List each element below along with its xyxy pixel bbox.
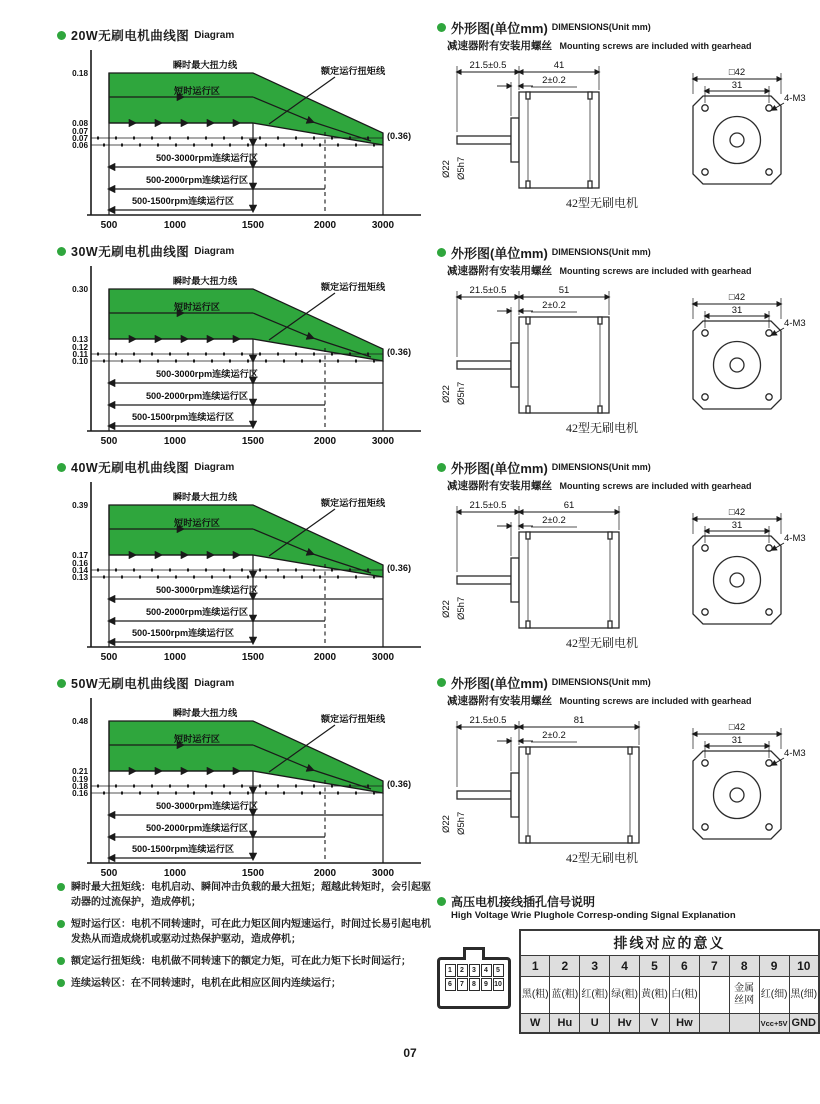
zone-2000-label: 500-2000rpm连续运行区 [145,823,249,833]
wiring-cell-color: 黑(粗) [520,977,550,1014]
zone-1500-label: 500-1500rpm连续运行区 [131,844,235,854]
y-tick-2: 0.17 [72,551,88,560]
dimension-drawing [437,56,820,190]
wiring-cell-pin: 5 [640,956,670,977]
bullet-icon [57,979,65,987]
screw-hole [766,609,772,615]
chart-annotation: (0.36) [387,779,412,789]
bullet-icon [437,463,446,472]
chart-title-cn: 20W无刷电机曲线图 [71,29,190,43]
y-tick-4: 0.18 [72,782,88,791]
screw-spec-label: 4-M3 [784,318,806,329]
dimension-header [437,458,820,476]
motor-shaft [457,791,511,799]
screw-hole [702,824,708,830]
hole-pitch-label: 31 [731,80,743,91]
square-size-label: □42 [728,722,746,733]
shaft-circle [730,573,744,587]
motor-boss [511,558,519,602]
zone-1500-label: 500-1500rpm连续运行区 [131,196,235,206]
zone-2000-label: 500-2000rpm连续运行区 [145,175,249,185]
wiring-table-title-row [520,930,819,956]
connector-pin: 4 [481,964,492,977]
max-torque-label: 瞬时最大扭力线 [172,276,238,286]
dimension-drawing [437,711,820,845]
chart-annotation: (0.36) [387,347,412,357]
wiring-cell-color: 黄(粗) [640,977,670,1014]
dimension-section [437,458,820,673]
y-tick-3: 0.07 [72,127,88,136]
screw-hole [702,105,708,111]
dimension-sub-en: Mounting screws are included with gearhead [559,481,752,491]
dimension-sub-en: Mounting screws are included with gearhead [559,41,752,51]
x-tick-3000: 3000 [371,220,395,231]
dimension-header-en: DIMENSIONS(Unit mm) [551,677,651,687]
connector-plug-icon [437,957,511,1009]
square-size-label: □42 [728,67,746,78]
chart-title [57,242,435,260]
body-tab [526,621,530,628]
rated-torque-label: 额定运行扭矩线 [320,714,386,724]
bullet-icon [57,31,66,40]
x-tick-3000: 3000 [371,652,395,663]
body-tab [608,621,612,628]
dimension-header-cn: 外形图(单位mm) [451,245,548,261]
screw-hole [766,394,772,400]
x-tick-500: 500 [100,652,118,663]
short-zone-label: 短时运行区 [174,302,220,312]
hole-pitch-label: 31 [731,735,743,746]
y-tick-4: 0.14 [72,566,88,575]
charts-column [57,26,435,890]
note-item [57,880,437,910]
wiring-section [437,893,820,1034]
body-tab [526,92,530,99]
screw-hole [702,609,708,615]
body-tab [608,532,612,539]
body-length-label: 51 [558,285,570,296]
torque-curve-chart [57,260,429,450]
dimension-header-en: DIMENSIONS(Unit mm) [551,247,651,257]
shaft-dia-label: Ø5h7 [456,381,467,405]
wiring-table [519,929,820,1034]
notes-list [57,880,437,998]
body-tab [628,836,632,843]
motor-body [519,317,609,413]
wiring-cell-color: 红(细) [759,977,789,1014]
note-text: 连续运转区：在不同转速时，电机在此相应区间内连续运行； [71,978,341,989]
chart-title [57,458,435,476]
bullet-icon [57,883,65,891]
chart-section [57,242,435,458]
wiring-cell-color: 黑(细) [789,977,819,1014]
short-zone-label: 短时运行区 [174,734,220,744]
body-tab [598,406,602,413]
dimension-drawing [437,496,820,630]
note-text: 短时运行区：电机不同转速时，可在此力矩区间内短速运行，时间过长易引起电机发热从而造成烧机或驱动过热保护驱动，造成停机； [71,919,431,945]
wiring-table-title: 排线对应的意义 [520,930,819,956]
connector-pin-row [442,963,506,977]
y-tick-peak: 0.39 [72,501,88,510]
torque-band-area [109,721,383,793]
x-tick-500: 500 [100,220,118,231]
bullet-icon [57,247,66,256]
shaft-circle [730,133,744,147]
wiring-color-row [520,977,819,1014]
dimension-sub-cn: 减速器附有安装用螺丝 [447,265,552,277]
torque-band-area [109,73,383,145]
wiring-cell-pin: 9 [759,956,789,977]
x-tick-1500: 1500 [241,436,265,447]
dimension-header [437,18,820,36]
chart-title-en: Diagram [194,677,235,689]
hole-pitch-label: 31 [731,305,743,316]
bullet-icon [57,463,66,472]
boss-length-label: 2±0.2 [542,730,566,741]
screw-spec-label: 4-M3 [784,533,806,544]
wiring-cell-color: 绿(粗) [610,977,640,1014]
torque-curve-chart [57,692,429,882]
dimension-header-cn: 外形图(单位mm) [451,675,548,691]
screw-hole [702,760,708,766]
wiring-title [437,893,820,910]
chart-title-en: Diagram [194,245,235,257]
body-length-label: 61 [563,500,575,511]
shaft-dia-label: Ø5h7 [456,156,467,180]
chart-annotation: (0.36) [387,563,412,573]
x-tick-3000: 3000 [371,436,395,447]
wiring-cell-pin: 1 [520,956,550,977]
boss-length-label: 2±0.2 [542,300,566,311]
flange-dia-label: Ø22 [441,600,452,618]
connector-pin: 3 [469,964,480,977]
y-tick-5: 0.13 [72,573,88,582]
y-tick-2: 0.21 [72,767,88,776]
dimension-header [437,243,820,261]
x-tick-1500: 1500 [241,220,265,231]
wiring-cell-signal: GND [789,1014,819,1034]
dimension-sub-cn: 减速器附有安装用螺丝 [447,480,552,492]
y-tick-5: 0.10 [72,357,88,366]
max-torque-label: 瞬时最大扭力线 [172,708,238,718]
zone-2000-label: 500-2000rpm连续运行区 [145,607,249,617]
screw-hole [702,394,708,400]
wiring-cell-signal [699,1014,729,1034]
wiring-signal-row [520,1014,819,1034]
dimension-header-en: DIMENSIONS(Unit mm) [551,462,651,472]
dimension-sub-en: Mounting screws are included with gearhead [559,266,752,276]
chart-title-cn: 50W无刷电机曲线图 [71,677,190,691]
chart-section [57,674,435,890]
screw-hole [766,760,772,766]
body-length-label: 81 [573,715,585,726]
zone-2000-label: 500-2000rpm连续运行区 [145,391,249,401]
wiring-cell-signal: V [640,1014,670,1034]
dimension-subheader [447,36,820,52]
wiring-cell-pin: 4 [610,956,640,977]
dimension-subheader [447,691,820,707]
wiring-cell-signal [729,1014,759,1034]
dimension-subheader [447,261,820,277]
screw-spec-label: 4-M3 [784,748,806,759]
x-tick-2000: 2000 [313,868,337,879]
wiring-cell-color: 白(粗) [669,977,699,1014]
max-torque-label: 瞬时最大扭力线 [172,60,238,70]
dimension-header-cn: 外形图(单位mm) [451,460,548,476]
motor-body [519,532,619,628]
shaft-length-label: 21.5±0.5 [469,715,507,726]
body-length-label: 41 [553,60,565,71]
motor-shaft [457,136,511,144]
rated-torque-label: 额定运行扭矩线 [320,498,386,508]
wiring-cell-signal: Hw [669,1014,699,1034]
short-zone-label: 短时运行区 [174,518,220,528]
wiring-cell-pin: 8 [729,956,759,977]
shaft-length-label: 21.5±0.5 [469,60,507,71]
wiring-cell-signal: U [580,1014,610,1034]
torque-band-area [109,289,383,361]
square-size-label: □42 [728,292,746,303]
chart-title-en: Diagram [194,461,235,473]
screw-hole [766,824,772,830]
dimension-section [437,673,820,888]
motor-boss [511,118,519,162]
x-tick-2000: 2000 [313,220,337,231]
connector-pin: 9 [481,978,492,991]
dimension-header-en: DIMENSIONS(Unit mm) [551,22,651,32]
screw-hole [766,169,772,175]
y-tick-2: 0.13 [72,335,88,344]
note-item [57,954,437,969]
x-tick-2000: 2000 [313,436,337,447]
shaft-circle [730,358,744,372]
chart-title [57,26,435,44]
max-torque-label: 瞬时最大扭力线 [172,492,238,502]
wiring-cell-pin: 10 [789,956,819,977]
bullet-icon [57,920,65,928]
dimension-caption: 42型无刷电机 [565,421,638,435]
x-tick-500: 500 [100,868,118,879]
note-item [57,976,437,991]
zone-3000-label: 500-3000rpm连续运行区 [155,153,259,163]
x-tick-1000: 1000 [163,436,187,447]
note-text: 瞬时最大扭矩线：电机启动、瞬间冲击负载的最大扭矩；超越此转矩时，会引起驱动器的过流保护，造成停机； [71,882,431,908]
y-tick-4: 0.07 [72,134,88,143]
screw-hole [766,545,772,551]
dimension-subheader [447,476,820,492]
wiring-title-en: High Voltage Wrie Plughole Corresp-onding Signal Explanation [451,910,736,921]
zone-3000-label: 500-3000rpm连续运行区 [155,369,259,379]
wiring-pin-row [520,956,819,977]
bullet-icon [437,678,446,687]
x-tick-1000: 1000 [163,220,187,231]
shaft-length-label: 21.5±0.5 [469,285,507,296]
screw-spec-label: 4-M3 [784,93,806,104]
x-tick-1500: 1500 [241,652,265,663]
wiring-cell-pin: 7 [699,956,729,977]
body-tab [526,747,530,754]
wiring-cell-color: 红(粗) [580,977,610,1014]
y-tick-peak: 0.48 [72,717,88,726]
torque-curve-chart [57,44,429,234]
body-tab [526,181,530,188]
screw-hole [702,330,708,336]
connector-pin: 6 [445,978,456,991]
y-tick-5: 0.16 [72,789,88,798]
chart-title [57,674,435,692]
flange-dia-label: Ø22 [441,160,452,178]
wiring-cell-color: 金属丝网 [729,977,759,1014]
body-tab [598,317,602,324]
dimensions-column [437,18,820,888]
screw-hole [766,105,772,111]
boss-length-label: 2±0.2 [542,75,566,86]
body-tab [526,317,530,324]
body-tab [628,747,632,754]
wiring-cell-pin: 6 [669,956,699,977]
motor-boss [511,343,519,387]
y-tick-peak: 0.30 [72,285,88,294]
hole-pitch-label: 31 [731,520,743,531]
connector-tab [463,947,485,960]
dimension-caption: 42型无刷电机 [565,196,638,210]
dimension-caption: 42型无刷电机 [565,636,638,650]
connector-pin: 5 [493,964,504,977]
flange-dia-label: Ø22 [441,385,452,403]
wiring-cell-signal: Hv [610,1014,640,1034]
dimension-sub-cn: 减速器附有安装用螺丝 [447,40,552,52]
zone-3000-label: 500-3000rpm连续运行区 [155,801,259,811]
torque-band-area [109,505,383,577]
body-tab [526,532,530,539]
connector-pin: 7 [457,978,468,991]
wiring-cell-color [699,977,729,1014]
dimension-sub-cn: 减速器附有安装用螺丝 [447,695,552,707]
shaft-length-label: 21.5±0.5 [469,500,507,511]
screw-hole [702,169,708,175]
wiring-title-cn: 高压电机接线插孔信号说明 [451,895,596,909]
body-tab [526,836,530,843]
square-size-label: □42 [728,507,746,518]
y-tick-2: 0.08 [72,119,88,128]
wiring-cell-pin: 2 [550,956,580,977]
wiring-cell-pin: 3 [580,956,610,977]
bullet-icon [437,248,446,257]
y-tick-3: 0.19 [72,775,88,784]
screw-hole [702,545,708,551]
rated-torque-label: 额定运行扭矩线 [320,282,386,292]
chart-section [57,458,435,674]
chart-annotation: (0.36) [387,131,412,141]
dimension-section [437,18,820,243]
motor-body [519,747,639,843]
dimension-header-cn: 外形图(单位mm) [451,20,548,36]
wiring-cell-signal: Hu [550,1014,580,1034]
bullet-icon [57,679,66,688]
connector-pin-row [442,977,506,991]
connector-pin: 8 [469,978,480,991]
dimension-sub-en: Mounting screws are included with gearhead [559,696,752,706]
short-zone-label: 短时运行区 [174,86,220,96]
chart-title-cn: 40W无刷电机曲线图 [71,461,190,475]
zone-1500-label: 500-1500rpm连续运行区 [131,628,235,638]
bullet-icon [57,957,65,965]
wiring-cell-signal: W [520,1014,550,1034]
zone-1500-label: 500-1500rpm连续运行区 [131,412,235,422]
wiring-cell-signal: Vcc+5V [759,1014,789,1034]
dimension-caption: 42型无刷电机 [565,851,638,865]
motor-shaft [457,361,511,369]
y-tick-peak: 0.18 [72,69,88,78]
note-text: 额定运行扭矩线：电机做不同转速下的额定力矩，可在此力矩下长时间运行； [71,956,411,967]
note-item [57,917,437,947]
rated-torque-label: 额定运行扭矩线 [320,66,386,76]
x-tick-1000: 1000 [163,868,187,879]
x-tick-1500: 1500 [241,868,265,879]
bullet-icon [437,897,446,906]
y-tick-3: 0.16 [72,559,88,568]
shaft-dia-label: Ø5h7 [456,811,467,835]
connector-pin: 2 [457,964,468,977]
x-tick-500: 500 [100,436,118,447]
zone-3000-label: 500-3000rpm连续运行区 [155,585,259,595]
motor-body [519,92,599,188]
chart-title-cn: 30W无刷电机曲线图 [71,245,190,259]
dimension-header [437,673,820,691]
x-tick-3000: 3000 [371,868,395,879]
y-tick-4: 0.11 [72,350,88,359]
page-number: 07 [403,1046,417,1060]
y-tick-3: 0.12 [72,343,88,352]
motor-boss [511,773,519,817]
chart-section [57,26,435,242]
x-tick-1000: 1000 [163,652,187,663]
screw-hole [766,330,772,336]
connector-pin: 10 [493,978,504,991]
bullet-icon [437,23,446,32]
flange-dia-label: Ø22 [441,815,452,833]
connector-pin: 1 [445,964,456,977]
shaft-circle [730,788,744,802]
dimension-section [437,243,820,458]
body-tab [588,181,592,188]
y-tick-5: 0.06 [72,141,88,150]
body-tab [526,406,530,413]
torque-curve-chart [57,476,429,666]
chart-title-en: Diagram [194,29,235,41]
boss-length-label: 2±0.2 [542,515,566,526]
x-tick-2000: 2000 [313,652,337,663]
body-tab [588,92,592,99]
shaft-dia-label: Ø5h7 [456,596,467,620]
motor-shaft [457,576,511,584]
dimension-drawing [437,281,820,415]
wiring-cell-color: 蓝(粗) [550,977,580,1014]
